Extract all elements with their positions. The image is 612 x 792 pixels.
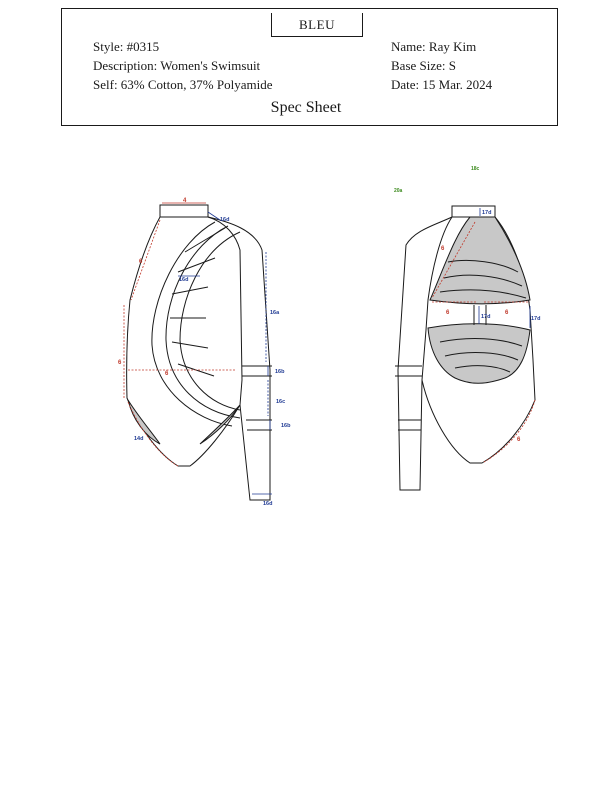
front-label-side-length: 6: [118, 360, 122, 366]
front-panel-curve: [152, 222, 232, 426]
style-field: Style: #0315: [93, 39, 160, 54]
back-label-neck-side: 17d: [482, 210, 492, 216]
back-label-diagonal: 6: [441, 246, 445, 252]
front-leg-shading-left: [128, 400, 160, 444]
front-label-waist: 6: [165, 371, 169, 377]
front-sleeve: [208, 217, 270, 500]
front-label-neck-width: 4: [183, 198, 187, 204]
page-title: Spec Sheet: [270, 99, 342, 116]
front-label-inner-panel: 16d: [179, 277, 189, 283]
base-size-field: Base Size: S: [391, 58, 456, 73]
front-label-shoulder-seam: 6: [139, 259, 143, 265]
back-label-cutout-left: 6: [446, 310, 450, 316]
back-label-left-ref: 20a: [394, 188, 403, 194]
brand-label: BLEU: [271, 13, 363, 37]
front-label-leg-opening: 14d: [134, 436, 144, 442]
front-collar: [160, 205, 208, 217]
description-field: Description: Women's Swimsuit: [93, 58, 261, 73]
front-sleeve-band-lower: [246, 420, 272, 430]
back-lower-mesh: [428, 324, 530, 384]
front-label-neck-side: 16d: [220, 217, 230, 223]
back-sleeve-band-upper: [395, 366, 422, 376]
back-label-center: 17d: [481, 314, 491, 320]
front-label-elbow-band: 16b: [275, 369, 285, 375]
back-label-hip: 6: [517, 437, 521, 443]
front-labels: [118, 198, 291, 507]
front-view-sketch: [127, 205, 272, 500]
date-field: Date: 15 Mar. 2024: [391, 77, 493, 92]
front-label-cuff: 16d: [263, 501, 273, 507]
front-sleeve-band-upper: [242, 366, 272, 376]
name-field: Name: Ray Kim: [391, 39, 477, 54]
back-label-cutout-right: 6: [505, 310, 509, 316]
front-label-forearm: 16c: [276, 399, 286, 405]
back-sleeve-band-lower: [398, 420, 421, 430]
back-labels: [394, 166, 540, 443]
back-label-top-ref: 18c: [471, 166, 480, 172]
fabric-field: Self: 63% Cotton, 37% Polyamide: [93, 77, 273, 92]
back-view-sketch: [395, 206, 535, 490]
front-label-wrist-band: 16b: [281, 423, 291, 429]
front-inner-curve: [166, 226, 240, 418]
front-label-upper-sleeve: 16a: [270, 310, 280, 316]
front-leg-shading-right: [200, 405, 240, 444]
back-label-side: 17d: [531, 316, 541, 322]
front-outer-curve: [180, 232, 240, 410]
